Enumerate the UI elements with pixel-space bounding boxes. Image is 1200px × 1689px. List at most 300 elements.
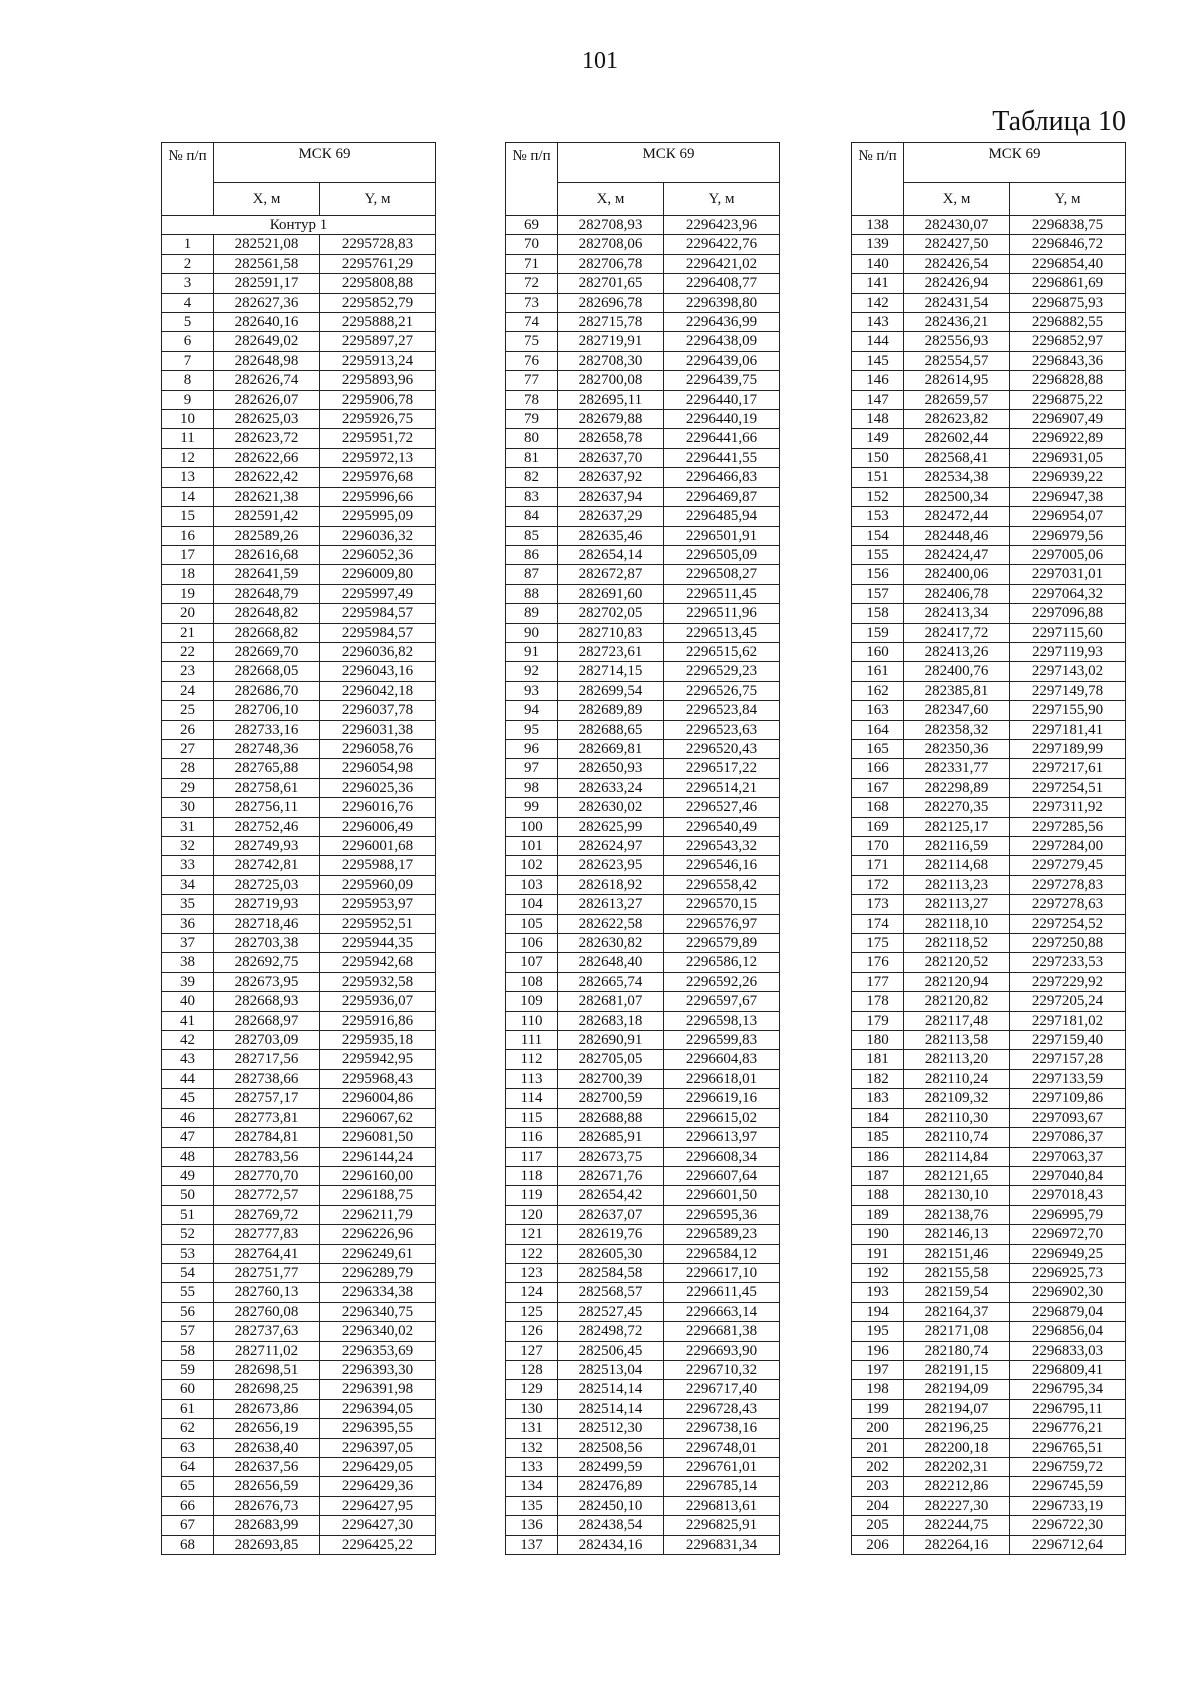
table-row [162, 507, 436, 526]
point-number: 49 [162, 1166, 214, 1185]
table-row [162, 410, 436, 429]
y-coordinate: 2297278,63 [1010, 895, 1126, 914]
point-number: 25 [162, 701, 214, 720]
point-number: 123 [506, 1263, 558, 1282]
y-coordinate: 2296795,34 [1010, 1380, 1126, 1399]
table-row [162, 274, 436, 293]
y-coordinate: 2296394,05 [320, 1399, 436, 1418]
table-row [162, 1399, 436, 1418]
x-coordinate: 282450,10 [558, 1496, 664, 1515]
point-number: 146 [852, 371, 904, 390]
table-row [506, 468, 780, 487]
point-number: 138 [852, 216, 904, 235]
x-coordinate: 282591,17 [214, 274, 320, 293]
table-row [162, 1244, 436, 1263]
x-coordinate: 282705,05 [558, 1050, 664, 1069]
point-number: 98 [506, 778, 558, 797]
y-coordinate: 2296722,30 [1010, 1516, 1126, 1535]
point-number: 159 [852, 623, 904, 642]
table-row [506, 390, 780, 409]
table-row [506, 1186, 780, 1205]
point-number: 5 [162, 313, 214, 332]
point-number: 13 [162, 468, 214, 487]
y-coordinate: 2296052,36 [320, 545, 436, 564]
point-number: 51 [162, 1205, 214, 1224]
y-coordinate: 2296558,42 [664, 875, 780, 894]
y-coordinate: 2296511,45 [664, 584, 780, 603]
table-row [162, 1089, 436, 1108]
x-coordinate: 282668,82 [214, 623, 320, 642]
x-coordinate: 282605,30 [558, 1244, 664, 1263]
x-coordinate: 282777,83 [214, 1225, 320, 1244]
x-coordinate: 282514,14 [558, 1380, 664, 1399]
table-row [852, 992, 1126, 1011]
x-coordinate: 282737,63 [214, 1322, 320, 1341]
point-number: 18 [162, 565, 214, 584]
y-coordinate: 2296025,36 [320, 778, 436, 797]
y-coordinate: 2295995,09 [320, 507, 436, 526]
y-coordinate: 2296425,22 [320, 1535, 436, 1554]
table-row [506, 1147, 780, 1166]
table-row [162, 332, 436, 351]
y-coordinate: 2297157,28 [1010, 1050, 1126, 1069]
point-number: 99 [506, 798, 558, 817]
table-row [162, 778, 436, 797]
y-coordinate: 2295997,49 [320, 584, 436, 603]
point-number: 45 [162, 1089, 214, 1108]
x-coordinate: 282406,78 [904, 584, 1010, 603]
point-number: 55 [162, 1283, 214, 1302]
point-number: 152 [852, 487, 904, 506]
point-number: 91 [506, 642, 558, 661]
table-row [162, 1031, 436, 1050]
x-coordinate: 282624,97 [558, 837, 664, 856]
x-coordinate: 282656,19 [214, 1419, 320, 1438]
y-coordinate: 2296016,76 [320, 798, 436, 817]
y-coordinate: 2296875,22 [1010, 390, 1126, 409]
x-coordinate: 282635,46 [558, 526, 664, 545]
x-coordinate: 282627,36 [214, 293, 320, 312]
x-coordinate: 282773,81 [214, 1108, 320, 1127]
y-coordinate: 2296441,66 [664, 429, 780, 448]
point-number: 132 [506, 1438, 558, 1457]
table-row [162, 371, 436, 390]
point-number: 196 [852, 1341, 904, 1360]
y-coordinate: 2297189,99 [1010, 739, 1126, 758]
y-coordinate: 2296681,38 [664, 1322, 780, 1341]
point-number: 104 [506, 895, 558, 914]
table-row [852, 1089, 1126, 1108]
y-coordinate: 2295761,29 [320, 254, 436, 273]
x-coordinate: 282637,29 [558, 507, 664, 526]
table-row [506, 545, 780, 564]
y-coordinate: 2296540,49 [664, 817, 780, 836]
y-coordinate: 2296607,64 [664, 1166, 780, 1185]
point-number: 22 [162, 642, 214, 661]
point-number: 24 [162, 681, 214, 700]
x-coordinate: 282681,07 [558, 992, 664, 1011]
point-number: 206 [852, 1535, 904, 1554]
point-number: 112 [506, 1050, 558, 1069]
point-number: 173 [852, 895, 904, 914]
x-coordinate: 282683,99 [214, 1516, 320, 1535]
table-row [852, 1302, 1126, 1321]
y-coordinate: 2296748,01 [664, 1438, 780, 1457]
point-number: 42 [162, 1031, 214, 1050]
table-row [162, 972, 436, 991]
point-number: 203 [852, 1477, 904, 1496]
table-row [852, 798, 1126, 817]
x-coordinate: 282200,18 [904, 1438, 1010, 1457]
x-coordinate: 282621,38 [214, 487, 320, 506]
y-coordinate: 2296427,30 [320, 1516, 436, 1535]
x-coordinate: 282298,89 [904, 778, 1010, 797]
x-coordinate: 282426,54 [904, 254, 1010, 273]
table-row [506, 293, 780, 312]
point-number: 79 [506, 410, 558, 429]
point-number: 47 [162, 1128, 214, 1147]
y-coordinate: 2297181,41 [1010, 720, 1126, 739]
y-coordinate: 2296485,94 [664, 507, 780, 526]
x-coordinate: 282506,45 [558, 1341, 664, 1360]
y-coordinate: 2296761,01 [664, 1458, 780, 1477]
point-number: 82 [506, 468, 558, 487]
point-number: 27 [162, 739, 214, 758]
y-coordinate: 2296004,86 [320, 1089, 436, 1108]
x-coordinate: 282640,16 [214, 313, 320, 332]
point-number: 117 [506, 1147, 558, 1166]
y-coordinate: 2295988,17 [320, 856, 436, 875]
y-coordinate: 2295906,78 [320, 390, 436, 409]
x-coordinate: 282109,32 [904, 1089, 1010, 1108]
point-number: 118 [506, 1166, 558, 1185]
y-coordinate: 2296846,72 [1010, 235, 1126, 254]
point-number: 85 [506, 526, 558, 545]
point-number: 40 [162, 992, 214, 1011]
y-coordinate: 2296436,99 [664, 313, 780, 332]
x-coordinate: 282648,82 [214, 604, 320, 623]
point-number: 11 [162, 429, 214, 448]
point-number: 182 [852, 1069, 904, 1088]
point-number: 184 [852, 1108, 904, 1127]
y-coordinate: 2297254,52 [1010, 914, 1126, 933]
header-y: Y, м [1010, 182, 1126, 215]
x-coordinate: 282568,41 [904, 448, 1010, 467]
x-coordinate: 282756,11 [214, 798, 320, 817]
table-row [162, 992, 436, 1011]
table-row [162, 875, 436, 894]
x-coordinate: 282625,99 [558, 817, 664, 836]
y-coordinate: 2295960,09 [320, 875, 436, 894]
y-coordinate: 2295944,35 [320, 934, 436, 953]
point-number: 157 [852, 584, 904, 603]
point-number: 121 [506, 1225, 558, 1244]
y-coordinate: 2296939,22 [1010, 468, 1126, 487]
x-coordinate: 282688,88 [558, 1108, 664, 1127]
x-coordinate: 282191,15 [904, 1360, 1010, 1379]
table-row [506, 1283, 780, 1302]
x-coordinate: 282685,91 [558, 1128, 664, 1147]
table-row [852, 468, 1126, 487]
x-coordinate: 282622,66 [214, 448, 320, 467]
table-row [506, 1399, 780, 1418]
x-coordinate: 282648,40 [558, 953, 664, 972]
x-coordinate: 282701,65 [558, 274, 664, 293]
x-coordinate: 282331,77 [904, 759, 1010, 778]
table-row [852, 681, 1126, 700]
table-row [162, 953, 436, 972]
y-coordinate: 2296619,16 [664, 1089, 780, 1108]
point-number: 191 [852, 1244, 904, 1263]
point-number: 202 [852, 1458, 904, 1477]
x-coordinate: 282117,48 [904, 1011, 1010, 1030]
header-number: № п/п [506, 143, 558, 216]
table-row [506, 972, 780, 991]
x-coordinate: 282637,94 [558, 487, 664, 506]
x-coordinate: 282760,13 [214, 1283, 320, 1302]
y-coordinate: 2296907,49 [1010, 410, 1126, 429]
y-coordinate: 2296334,38 [320, 1283, 436, 1302]
table-row [162, 914, 436, 933]
y-coordinate: 2295932,58 [320, 972, 436, 991]
point-number: 189 [852, 1205, 904, 1224]
table-row [506, 313, 780, 332]
x-coordinate: 282637,07 [558, 1205, 664, 1224]
y-coordinate: 2296972,70 [1010, 1225, 1126, 1244]
table-row [162, 1011, 436, 1030]
point-number: 204 [852, 1496, 904, 1515]
x-coordinate: 282686,70 [214, 681, 320, 700]
y-coordinate: 2296776,21 [1010, 1419, 1126, 1438]
table-row [852, 662, 1126, 681]
table-row [852, 448, 1126, 467]
page-number: 101 [582, 48, 618, 74]
x-coordinate: 282171,08 [904, 1322, 1010, 1341]
y-coordinate: 2296508,27 [664, 565, 780, 584]
y-coordinate: 2297133,59 [1010, 1069, 1126, 1088]
table-row [506, 429, 780, 448]
table-row [852, 1458, 1126, 1477]
point-number: 205 [852, 1516, 904, 1535]
point-number: 125 [506, 1302, 558, 1321]
point-number: 84 [506, 507, 558, 526]
table-row [852, 1205, 1126, 1224]
y-coordinate: 2297093,67 [1010, 1108, 1126, 1127]
y-coordinate: 2296611,45 [664, 1283, 780, 1302]
x-coordinate: 282350,36 [904, 739, 1010, 758]
header-x: X, м [558, 182, 664, 215]
point-number: 53 [162, 1244, 214, 1263]
y-coordinate: 2296733,19 [1010, 1496, 1126, 1515]
x-coordinate: 282508,56 [558, 1438, 664, 1457]
point-number: 95 [506, 720, 558, 739]
x-coordinate: 282554,57 [904, 351, 1010, 370]
point-number: 50 [162, 1186, 214, 1205]
table-row [162, 1283, 436, 1302]
header-x: X, м [214, 182, 320, 215]
x-coordinate: 282413,34 [904, 604, 1010, 623]
x-coordinate: 282630,02 [558, 798, 664, 817]
y-coordinate: 2295852,79 [320, 293, 436, 312]
point-number: 78 [506, 390, 558, 409]
point-number: 129 [506, 1380, 558, 1399]
x-coordinate: 282623,95 [558, 856, 664, 875]
x-coordinate: 282752,46 [214, 817, 320, 836]
point-number: 3 [162, 274, 214, 293]
x-coordinate: 282717,56 [214, 1050, 320, 1069]
y-coordinate: 2296249,61 [320, 1244, 436, 1263]
table-row [162, 1108, 436, 1127]
point-number: 67 [162, 1516, 214, 1535]
y-coordinate: 2295926,75 [320, 410, 436, 429]
y-coordinate: 2296618,01 [664, 1069, 780, 1088]
x-coordinate: 282637,70 [558, 448, 664, 467]
point-number: 171 [852, 856, 904, 875]
point-number: 62 [162, 1419, 214, 1438]
x-coordinate: 282400,06 [904, 565, 1010, 584]
point-number: 185 [852, 1128, 904, 1147]
x-coordinate: 282690,91 [558, 1031, 664, 1050]
table-row [506, 1360, 780, 1379]
point-number: 165 [852, 739, 904, 758]
table-row [852, 1050, 1126, 1069]
x-coordinate: 282121,65 [904, 1166, 1010, 1185]
table-row [852, 1225, 1126, 1244]
point-number: 140 [852, 254, 904, 273]
point-number: 193 [852, 1283, 904, 1302]
y-coordinate: 2296831,34 [664, 1535, 780, 1554]
table-row [506, 1438, 780, 1457]
point-number: 31 [162, 817, 214, 836]
y-coordinate: 2296879,04 [1010, 1302, 1126, 1321]
x-coordinate: 282692,75 [214, 953, 320, 972]
y-coordinate: 2296979,56 [1010, 526, 1126, 545]
x-coordinate: 282436,21 [904, 313, 1010, 332]
point-number: 107 [506, 953, 558, 972]
point-number: 174 [852, 914, 904, 933]
y-coordinate: 2295942,68 [320, 953, 436, 972]
x-coordinate: 282742,81 [214, 856, 320, 875]
y-coordinate: 2296663,14 [664, 1302, 780, 1321]
table-row [506, 1031, 780, 1050]
point-number: 149 [852, 429, 904, 448]
table-row [852, 1322, 1126, 1341]
x-coordinate: 282358,32 [904, 720, 1010, 739]
table-row [162, 351, 436, 370]
table-row [506, 1205, 780, 1224]
point-number: 52 [162, 1225, 214, 1244]
table-row [162, 623, 436, 642]
table-row [162, 565, 436, 584]
y-coordinate: 2296517,22 [664, 759, 780, 778]
table-row [506, 351, 780, 370]
table-row [852, 720, 1126, 739]
table-row [852, 739, 1126, 758]
y-coordinate: 2295984,57 [320, 604, 436, 623]
y-coordinate: 2296584,12 [664, 1244, 780, 1263]
x-coordinate: 282113,27 [904, 895, 1010, 914]
table-row [852, 1438, 1126, 1457]
x-coordinate: 282749,93 [214, 837, 320, 856]
point-number: 110 [506, 1011, 558, 1030]
point-number: 122 [506, 1244, 558, 1263]
point-number: 38 [162, 953, 214, 972]
y-coordinate: 2296037,78 [320, 701, 436, 720]
x-coordinate: 282764,41 [214, 1244, 320, 1263]
table-row [852, 895, 1126, 914]
point-number: 4 [162, 293, 214, 312]
x-coordinate: 282476,89 [558, 1477, 664, 1496]
x-coordinate: 282113,23 [904, 875, 1010, 894]
table-row [852, 701, 1126, 720]
y-coordinate: 2295893,96 [320, 371, 436, 390]
x-coordinate: 282668,97 [214, 1011, 320, 1030]
y-coordinate: 2296440,19 [664, 410, 780, 429]
table-row [506, 584, 780, 603]
table-row [162, 1225, 436, 1244]
x-coordinate: 282725,03 [214, 875, 320, 894]
x-coordinate: 282757,17 [214, 1089, 320, 1108]
header-number: № п/п [852, 143, 904, 216]
y-coordinate: 2296861,69 [1010, 274, 1126, 293]
x-coordinate: 282772,57 [214, 1186, 320, 1205]
x-coordinate: 282498,72 [558, 1322, 664, 1341]
y-coordinate: 2296408,77 [664, 274, 780, 293]
point-number: 163 [852, 701, 904, 720]
point-number: 128 [506, 1360, 558, 1379]
y-coordinate: 2296422,76 [664, 235, 780, 254]
x-coordinate: 282765,88 [214, 759, 320, 778]
table-row [852, 1477, 1126, 1496]
x-coordinate: 282706,78 [558, 254, 664, 273]
y-coordinate: 2296882,55 [1010, 313, 1126, 332]
point-number: 75 [506, 332, 558, 351]
point-number: 94 [506, 701, 558, 720]
table-row [162, 448, 436, 467]
y-coordinate: 2296529,23 [664, 662, 780, 681]
x-coordinate: 282591,42 [214, 507, 320, 526]
table-row [506, 701, 780, 720]
y-coordinate: 2297233,53 [1010, 953, 1126, 972]
table-row [162, 526, 436, 545]
table-row [506, 623, 780, 642]
table-row [162, 759, 436, 778]
x-coordinate: 282698,25 [214, 1380, 320, 1399]
point-number: 133 [506, 1458, 558, 1477]
table-row [506, 837, 780, 856]
x-coordinate: 282693,85 [214, 1535, 320, 1554]
table-row [852, 274, 1126, 293]
x-coordinate: 282194,09 [904, 1380, 1010, 1399]
x-coordinate: 282448,46 [904, 526, 1010, 545]
table-row [852, 623, 1126, 642]
point-number: 68 [162, 1535, 214, 1554]
point-number: 175 [852, 934, 904, 953]
point-number: 106 [506, 934, 558, 953]
y-coordinate: 2296833,03 [1010, 1341, 1126, 1360]
y-coordinate: 2296036,82 [320, 642, 436, 661]
y-coordinate: 2296825,91 [664, 1516, 780, 1535]
y-coordinate: 2296586,12 [664, 953, 780, 972]
y-coordinate: 2297284,00 [1010, 837, 1126, 856]
table-row [506, 1128, 780, 1147]
table-row [162, 254, 436, 273]
point-number: 34 [162, 875, 214, 894]
point-number: 20 [162, 604, 214, 623]
point-number: 73 [506, 293, 558, 312]
header-number: № п/п [162, 143, 214, 216]
table-row [162, 895, 436, 914]
